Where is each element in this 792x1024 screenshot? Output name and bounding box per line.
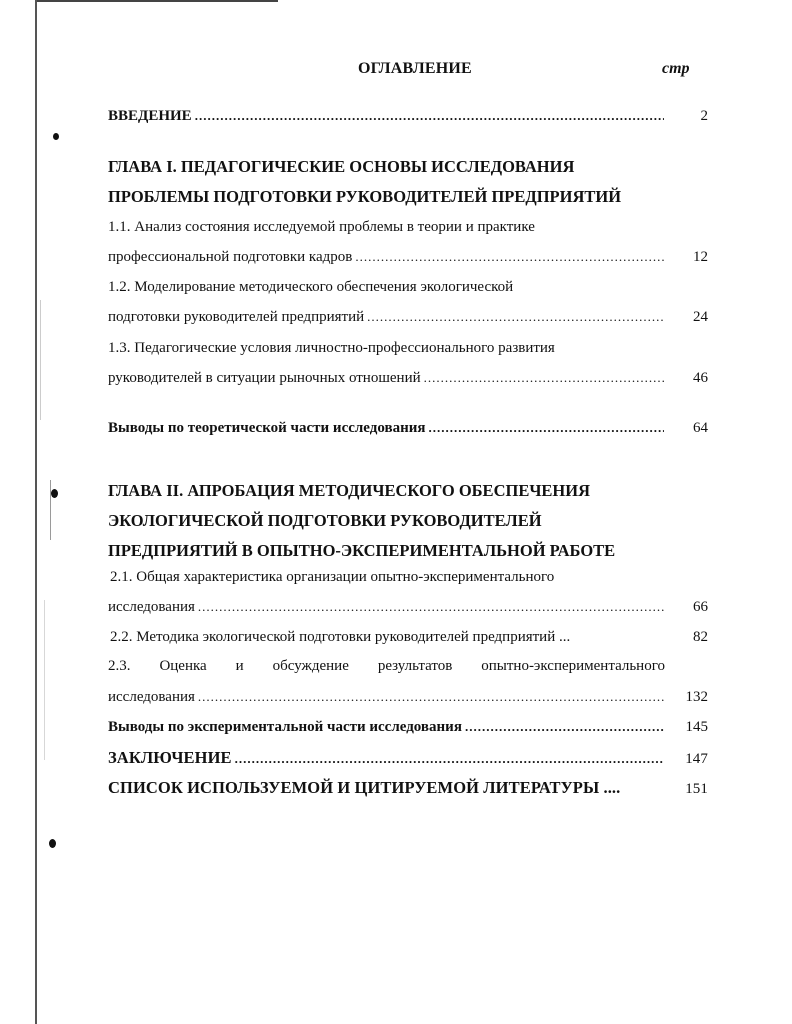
toc-entry-1-2[interactable] [108, 309, 708, 326]
entry-page: 132 [685, 689, 708, 705]
entry-label: подготовки руководителей предприятий [108, 309, 365, 325]
entry-label: 2.2. Методика экологической подготовки руководителей предприятий ... [110, 629, 571, 645]
page-column-label: стр [662, 60, 690, 77]
section-2-3-word: 2.3. [108, 658, 131, 674]
scan-mark [40, 300, 41, 420]
dot-leader [235, 751, 664, 767]
scan-speck [51, 489, 58, 498]
dot-leader [465, 719, 664, 735]
entry-label: исследования [108, 689, 195, 705]
chapter1-heading-line1: ГЛАВА I. ПЕДАГОГИЧЕСКИЕ ОСНОВЫ ИССЛЕДОВАНИЯ [108, 157, 575, 176]
chapter2-heading-line1: ГЛАВА II. АПРОБАЦИЯ МЕТОДИЧЕСКОГО ОБЕСПЕЧЕНИЯ [108, 481, 591, 500]
toc-entry-intro[interactable] [108, 108, 708, 125]
scan-speck [53, 133, 59, 140]
entry-label: Выводы по экспериментальной части исследования [108, 719, 462, 735]
entry-label: ВВЕДЕНИЕ [108, 108, 192, 124]
section-2-3-word: обсуждение [272, 658, 349, 674]
entry-page: 145 [685, 719, 708, 735]
entry-page: 24 [693, 309, 708, 325]
chapter2-heading-line3: ПРЕДПРИЯТИЙ В ОПЫТНО-ЭКСПЕРИМЕНТАЛЬНОЙ РАБОТЕ [108, 541, 616, 560]
dot-leader [195, 108, 664, 124]
section-2-1-line1: 2.1. Общая характеристика организации опытно-экспериментального [110, 569, 555, 585]
chapter1-heading-line2: ПРОБЛЕМЫ ПОДГОТОВКИ РУКОВОДИТЕЛЕЙ ПРЕДПРИЯТИЙ [108, 187, 622, 206]
scan-mark [44, 600, 45, 760]
dot-leader [424, 370, 664, 386]
entry-page: 46 [693, 370, 708, 386]
scan-speck [49, 839, 56, 848]
section-2-3-word: Оценка [159, 658, 207, 674]
dot-leader [367, 309, 664, 325]
entry-page: 66 [693, 599, 708, 615]
scan-border-left [35, 0, 37, 1024]
entry-label: исследования [108, 599, 195, 615]
entry-label: СПИСОК ИСПОЛЬЗУЕМОЙ И ЦИТИРУЕМОЙ ЛИТЕРАТУРЫ .... [108, 778, 621, 797]
section-1-3-line1: 1.3. Педагогические условия личностно-профессионального развития [108, 340, 555, 356]
section-2-3-line1 [108, 658, 665, 675]
entry-page: 64 [693, 420, 708, 436]
dot-leader [355, 249, 664, 265]
entry-label: ЗАКЛЮЧЕНИЕ [108, 748, 232, 767]
toc-entry-conclusions-theory[interactable] [108, 420, 708, 437]
scan-border-top [36, 0, 278, 2]
entry-page: 82 [693, 629, 708, 645]
toc-entry-2-2[interactable] [110, 629, 708, 646]
toc-entry-1-1[interactable] [108, 249, 708, 266]
dot-leader [198, 689, 664, 705]
toc-entry-conclusion[interactable] [108, 748, 708, 768]
section-2-3-word: результатов [377, 658, 453, 674]
chapter2-heading-line2: ЭКОЛОГИЧЕСКОЙ ПОДГОТОВКИ РУКОВОДИТЕЛЕЙ [108, 511, 542, 530]
scan-mark [50, 480, 51, 540]
section-1-1-line1: 1.1. Анализ состояния исследуемой проблемы в теории и практике [108, 219, 535, 235]
dot-leader [198, 599, 664, 615]
entry-label: Выводы по теоретической части исследования [108, 420, 426, 436]
toc-entry-conclusions-experiment[interactable] [108, 719, 708, 736]
toc-entry-2-1[interactable] [108, 599, 708, 616]
entry-page: 147 [685, 751, 708, 767]
entry-page: 151 [685, 781, 708, 797]
toc-entry-1-3[interactable] [108, 370, 708, 387]
toc-title: ОГЛАВЛЕНИЕ [358, 60, 472, 77]
entry-page: 2 [700, 108, 708, 124]
section-2-3-word: опытно-экспериментального [481, 658, 665, 674]
section-1-2-line1: 1.2. Моделирование методического обеспечения экологической [108, 279, 514, 295]
entry-page: 12 [693, 249, 708, 265]
toc-entry-bibliography[interactable] [108, 778, 708, 798]
section-2-3-word: и [235, 658, 244, 674]
entry-label: руководителей в ситуации рыночных отношений [108, 370, 421, 386]
chapter2-heading[interactable] [108, 476, 615, 566]
dot-leader [428, 420, 664, 436]
chapter1-heading[interactable] [108, 152, 621, 212]
toc-entry-2-3[interactable] [108, 689, 708, 706]
entry-label: профессиональной подготовки кадров [108, 249, 353, 265]
